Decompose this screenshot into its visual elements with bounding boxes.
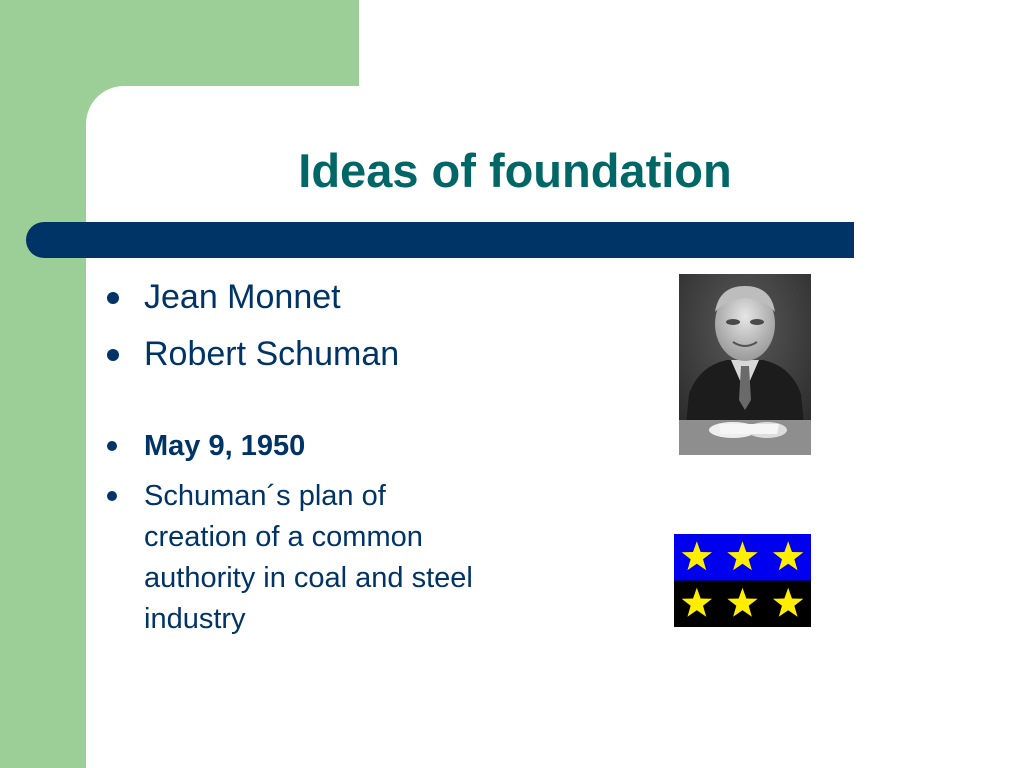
bullet-text: Schuman´s plan of creation of a common authority in coal and steel industry [144,480,473,635]
bullet-text: May 9, 1950 [144,430,306,462]
list-item [107,476,507,641]
list-item [107,272,507,322]
bullet-text: Robert Schuman [144,335,400,373]
portrait-photo [679,274,811,455]
list-item [107,329,507,379]
bullet-icon [107,349,119,361]
bullet-icon [107,491,117,501]
bullet-icon [107,441,117,451]
title-divider-bar [26,222,854,258]
stars-graphic [674,534,811,627]
bullet-icon [107,292,119,304]
stars-image [674,534,811,627]
list-item [107,426,507,466]
portrait-photo-icon [679,274,811,455]
bullet-text: Jean Monnet [144,278,341,316]
slide-title: Ideas of foundation [298,144,732,197]
